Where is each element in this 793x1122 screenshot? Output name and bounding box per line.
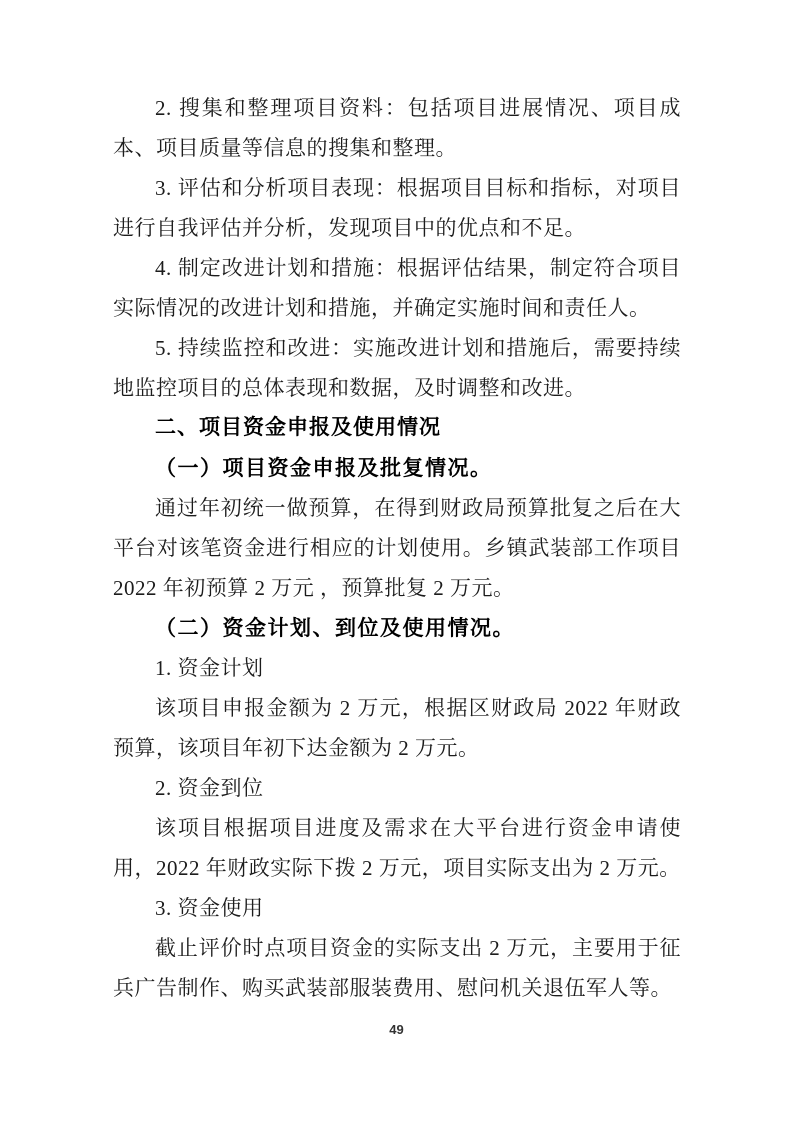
subsection-heading: （一）项目资金申报及批复情况。: [155, 456, 493, 480]
paragraph: 5. 持续监控和改进：实施改进计划和措施后，需要持续地监控项目的总体表现和数据，及时调整和改进。: [113, 336, 681, 400]
paragraph: 2. 搜集和整理项目资料：包括项目进展情况、项目成本、项目质量等信息的搜集和整理。: [113, 96, 681, 160]
numbered-item: 2. 资金到位: [155, 776, 264, 800]
numbered-item: 3. 资金使用: [155, 896, 264, 920]
document-body: [113, 88, 681, 1008]
paragraph: 4. 制定改进计划和措施：根据评估结果，制定符合项目实际情况的改进计划和措施，并确定实施时间和责任人。: [113, 256, 681, 320]
numbered-item: 1. 资金计划: [155, 656, 264, 680]
paragraph: 3. 评估和分析项目表现：根据项目目标和指标，对项目进行自我评估并分析，发现项目中的优点和不足。: [113, 176, 681, 240]
page-number: 49: [389, 1022, 404, 1037]
section-heading: 二、项目资金申报及使用情况: [155, 416, 441, 439]
paragraph: 该项目申报金额为 2 万元，根据区财政局 2022 年财政预算，该项目年初下达金额为 2 万元。: [113, 696, 681, 760]
subsection-heading: （二）资金计划、到位及使用情况。: [155, 616, 515, 640]
paragraph: 该项目根据项目进度及需求在大平台进行资金申请使用，2022 年财政实际下拨 2 万元，项目实际支出为 2 万元。: [113, 816, 681, 880]
paragraph: 截止评价时点项目资金的实际支出 2 万元，主要用于征兵广告制作、购买武装部服装费用、慰问机关退伍军人等。: [113, 936, 681, 1000]
paragraph: 通过年初统一做预算，在得到财政局预算批复之后在大平台对该笔资金进行相应的计划使用。乡镇武装部工作项目 2022 年初预算 2 万元 ，预算批复 2 万元。: [113, 496, 681, 600]
